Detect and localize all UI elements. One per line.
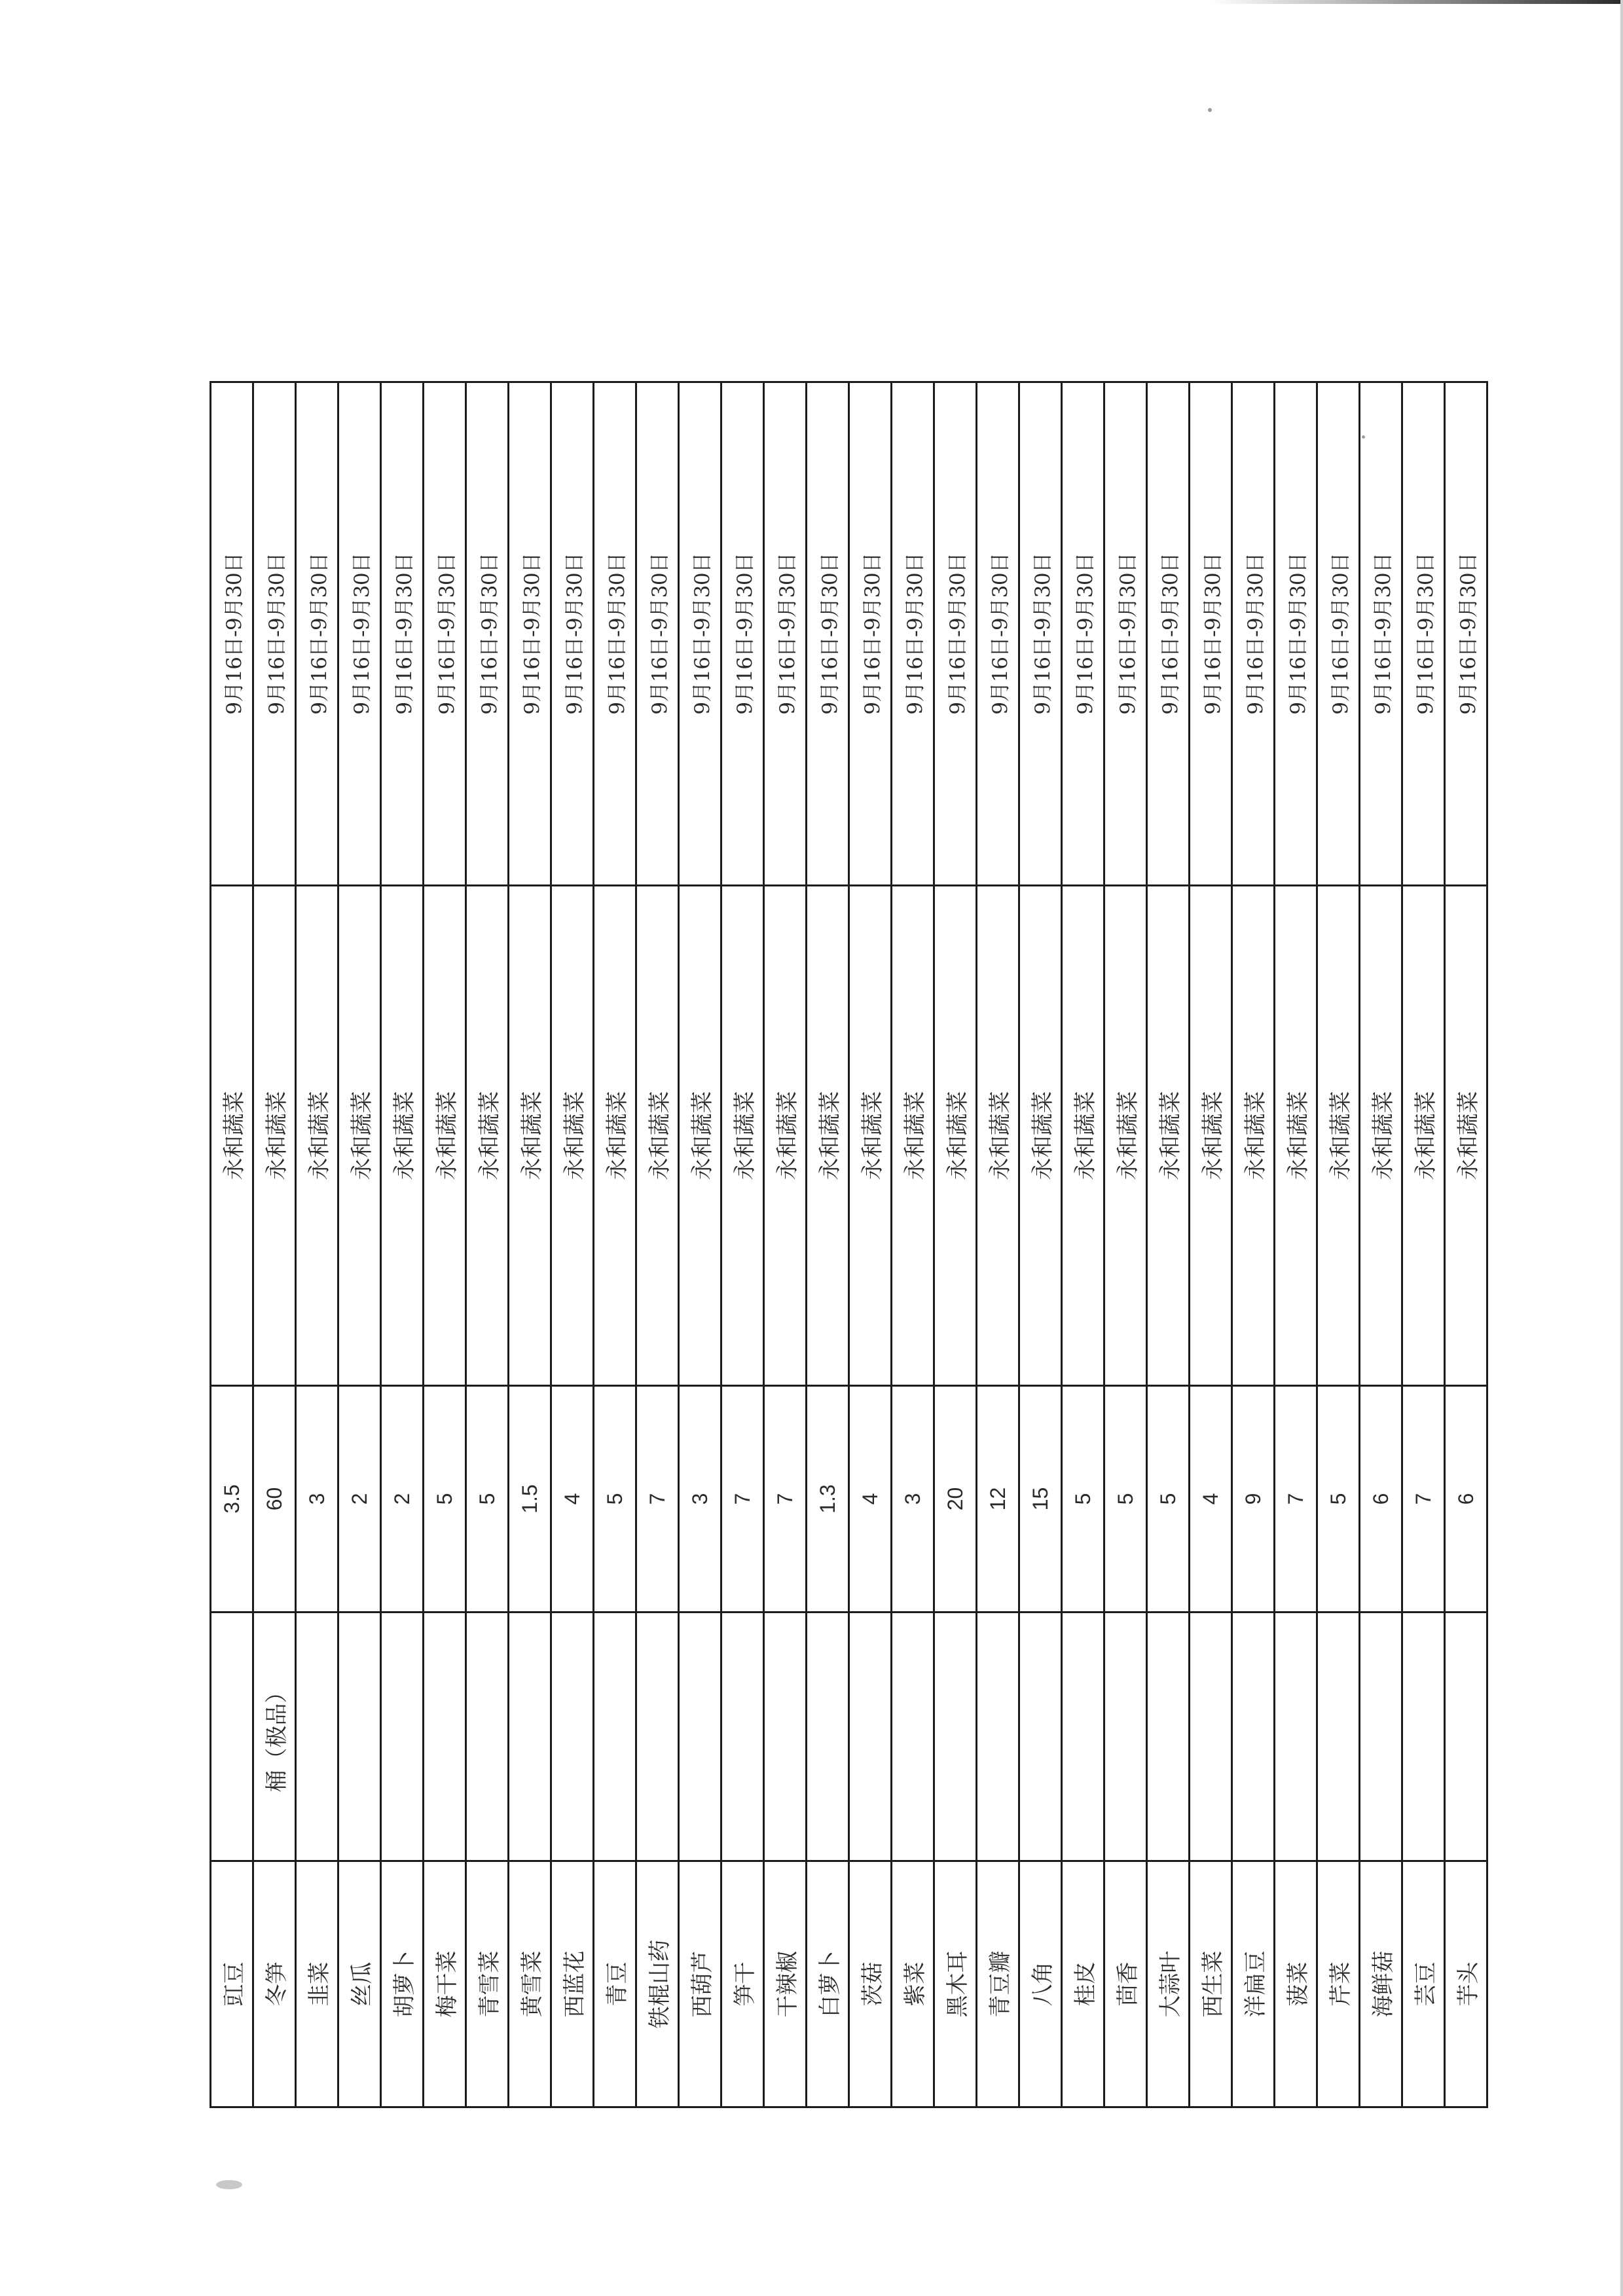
item-spec-cell [509,1613,551,1861]
item-period-cell: 9月16日-9月30日 [594,382,636,886]
item-price-cell: 3 [679,1386,721,1613]
item-name-cell: 大蒜叶 [1147,1861,1190,2107]
item-period-cell: 9月16日-9月30日 [892,382,934,886]
item-price-cell: 12 [977,1386,1019,1613]
item-spec-cell [849,1613,892,1861]
item-spec-cell [807,1613,849,1861]
table-row [1402,382,1445,2107]
item-price-cell: 5 [1062,1386,1104,1613]
item-period-cell: 9月16日-9月30日 [679,382,721,886]
item-price-cell: 7 [721,1386,764,1613]
item-name-cell: 白萝卜 [807,1861,849,2107]
item-supplier-cell: 永和蔬菜 [338,886,381,1386]
item-price-cell: 4 [551,1386,594,1613]
item-period-cell: 9月16日-9月30日 [1402,382,1445,886]
item-price-cell: 1.5 [509,1386,551,1613]
item-spec-cell [1402,1613,1445,1861]
item-supplier-cell: 永和蔬菜 [849,886,892,1386]
price-table-page [210,383,1482,2108]
item-supplier-cell: 永和蔬菜 [1147,886,1190,1386]
table-row [1190,382,1232,2107]
item-period-cell: 9月16日-9月30日 [1445,382,1487,886]
table-row [211,382,253,2107]
item-period-cell: 9月16日-9月30日 [509,382,551,886]
item-spec-cell [764,1613,807,1861]
item-name-cell: 洋扁豆 [1232,1861,1275,2107]
item-name-cell: 西生菜 [1190,1861,1232,2107]
item-period-cell: 9月16日-9月30日 [977,382,1019,886]
item-period-cell: 9月16日-9月30日 [381,382,424,886]
item-name-cell: 八角 [1019,1861,1062,2107]
item-price-cell: 1.3 [807,1386,849,1613]
item-spec-cell [1232,1613,1275,1861]
item-name-cell: 青雪菜 [466,1861,509,2107]
item-period-cell: 9月16日-9月30日 [764,382,807,886]
item-period-cell: 9月16日-9月30日 [1019,382,1062,886]
item-period-cell: 9月16日-9月30日 [1232,382,1275,886]
item-supplier-cell: 永和蔬菜 [253,886,296,1386]
item-spec-cell [551,1613,594,1861]
item-price-cell: 7 [1275,1386,1317,1613]
item-price-cell: 6 [1360,1386,1402,1613]
table-row [1104,382,1147,2107]
item-name-cell: 桂皮 [1062,1861,1104,2107]
table-row [1019,382,1062,2107]
item-period-cell: 9月16日-9月30日 [1317,382,1360,886]
item-supplier-cell: 永和蔬菜 [1232,886,1275,1386]
item-supplier-cell: 永和蔬菜 [1445,886,1487,1386]
item-name-cell: 芋头 [1445,1861,1487,2107]
table-row [466,382,509,2107]
item-supplier-cell: 永和蔬菜 [1190,886,1232,1386]
item-price-cell: 9 [1232,1386,1275,1613]
item-spec-cell [679,1613,721,1861]
item-period-cell: 9月16日-9月30日 [338,382,381,886]
item-price-cell: 5 [466,1386,509,1613]
table-row [892,382,934,2107]
item-period-cell: 9月16日-9月30日 [636,382,679,886]
item-period-cell: 9月16日-9月30日 [1190,382,1232,886]
item-name-cell: 铁棍山药 [636,1861,679,2107]
item-spec-cell [1147,1613,1190,1861]
item-supplier-cell: 永和蔬菜 [1360,886,1402,1386]
table-row [721,382,764,2107]
item-name-cell: 青豆瓣 [977,1861,1019,2107]
item-price-cell: 15 [1019,1386,1062,1613]
table-row [296,382,338,2107]
item-supplier-cell: 永和蔬菜 [1317,886,1360,1386]
table-row [679,382,721,2107]
item-supplier-cell: 永和蔬菜 [594,886,636,1386]
item-supplier-cell: 永和蔬菜 [1019,886,1062,1386]
item-name-cell: 冬笋 [253,1861,296,2107]
item-supplier-cell: 永和蔬菜 [721,886,764,1386]
item-name-cell: 笋干 [721,1861,764,2107]
table-row [594,382,636,2107]
item-spec-cell [296,1613,338,1861]
item-period-cell: 9月16日-9月30日 [551,382,594,886]
item-name-cell: 茴香 [1104,1861,1147,2107]
item-spec-cell [211,1613,253,1861]
item-spec-cell [594,1613,636,1861]
item-supplier-cell: 永和蔬菜 [1062,886,1104,1386]
item-name-cell: 韭菜 [296,1861,338,2107]
item-spec-cell [1317,1613,1360,1861]
table-row [977,382,1019,2107]
item-spec-cell [977,1613,1019,1861]
table-row [424,382,466,2107]
item-spec-cell [338,1613,381,1861]
item-name-cell: 干辣椒 [764,1861,807,2107]
price-table-body [211,382,1487,2107]
item-name-cell: 黄雪菜 [509,1861,551,2107]
table-row [807,382,849,2107]
item-spec-cell [1104,1613,1147,1861]
item-period-cell: 9月16日-9月30日 [466,382,509,886]
item-spec-cell [1275,1613,1317,1861]
item-name-cell: 黑木耳 [934,1861,977,2107]
item-period-cell: 9月16日-9月30日 [253,382,296,886]
item-supplier-cell: 永和蔬菜 [892,886,934,1386]
item-period-cell: 9月16日-9月30日 [1104,382,1147,886]
item-spec-cell [424,1613,466,1861]
item-price-cell: 7 [636,1386,679,1613]
item-name-cell: 梅干菜 [424,1861,466,2107]
item-supplier-cell: 永和蔬菜 [807,886,849,1386]
item-supplier-cell: 永和蔬菜 [1104,886,1147,1386]
item-supplier-cell: 永和蔬菜 [211,886,253,1386]
item-supplier-cell: 永和蔬菜 [296,886,338,1386]
item-period-cell: 9月16日-9月30日 [934,382,977,886]
table-row [1360,382,1402,2107]
item-name-cell: 芸豆 [1402,1861,1445,2107]
table-row [509,382,551,2107]
item-name-cell: 菠菜 [1275,1861,1317,2107]
table-row [381,382,424,2107]
item-price-cell: 3 [892,1386,934,1613]
item-supplier-cell: 永和蔬菜 [934,886,977,1386]
item-period-cell: 9月16日-9月30日 [807,382,849,886]
item-spec-cell [1019,1613,1062,1861]
item-name-cell: 丝瓜 [338,1861,381,2107]
item-price-cell: 3.5 [211,1386,253,1613]
item-supplier-cell: 永和蔬菜 [551,886,594,1386]
item-supplier-cell: 永和蔬菜 [679,886,721,1386]
item-price-cell: 2 [338,1386,381,1613]
item-price-cell: 5 [594,1386,636,1613]
table-row [1147,382,1190,2107]
item-name-cell: 紫菜 [892,1861,934,2107]
item-supplier-cell: 永和蔬菜 [381,886,424,1386]
item-price-cell: 6 [1445,1386,1487,1613]
table-row [636,382,679,2107]
table-row [551,382,594,2107]
table-row [1445,382,1487,2107]
item-price-cell: 20 [934,1386,977,1613]
scan-speck [1208,108,1212,112]
scan-edge-right [1620,0,1623,2296]
item-supplier-cell: 永和蔬菜 [509,886,551,1386]
item-name-cell: 西葫芦 [679,1861,721,2107]
rotated-table-container [210,383,1482,2108]
item-name-cell: 西蓝花 [551,1861,594,2107]
item-spec-cell [466,1613,509,1861]
item-period-cell: 9月16日-9月30日 [424,382,466,886]
item-spec-cell [1062,1613,1104,1861]
item-price-cell: 7 [1402,1386,1445,1613]
item-price-cell: 4 [1190,1386,1232,1613]
table-row [764,382,807,2107]
item-period-cell: 9月16日-9月30日 [1147,382,1190,886]
item-spec-cell [381,1613,424,1861]
item-spec-cell: 桶（极品） [253,1613,296,1861]
item-name-cell: 胡萝卜 [381,1861,424,2107]
item-price-cell: 5 [1104,1386,1147,1613]
item-spec-cell [721,1613,764,1861]
item-spec-cell [892,1613,934,1861]
item-price-cell: 2 [381,1386,424,1613]
item-name-cell: 茨菇 [849,1861,892,2107]
price-table [210,381,1488,2108]
item-spec-cell [1445,1613,1487,1861]
item-name-cell: 青豆 [594,1861,636,2107]
item-supplier-cell: 永和蔬菜 [1275,886,1317,1386]
table-row [338,382,381,2107]
item-period-cell: 9月16日-9月30日 [1275,382,1317,886]
table-row [1062,382,1104,2107]
item-spec-cell [934,1613,977,1861]
item-period-cell: 9月16日-9月30日 [1360,382,1402,886]
table-row [253,382,296,2107]
scan-edge-top [1211,0,1623,4]
table-row [1275,382,1317,2107]
item-name-cell: 海鲜菇 [1360,1861,1402,2107]
table-row [849,382,892,2107]
item-period-cell: 9月16日-9月30日 [211,382,253,886]
item-period-cell: 9月16日-9月30日 [1062,382,1104,886]
item-name-cell: 芹菜 [1317,1861,1360,2107]
item-price-cell: 5 [424,1386,466,1613]
item-period-cell: 9月16日-9月30日 [849,382,892,886]
item-supplier-cell: 永和蔬菜 [424,886,466,1386]
item-supplier-cell: 永和蔬菜 [636,886,679,1386]
table-row [1317,382,1360,2107]
item-price-cell: 60 [253,1386,296,1613]
scan-speck [216,2180,242,2189]
item-supplier-cell: 永和蔬菜 [1402,886,1445,1386]
item-period-cell: 9月16日-9月30日 [296,382,338,886]
item-spec-cell [1360,1613,1402,1861]
item-name-cell: 豇豆 [211,1861,253,2107]
table-row [1232,382,1275,2107]
item-price-cell: 7 [764,1386,807,1613]
item-price-cell: 4 [849,1386,892,1613]
item-price-cell: 3 [296,1386,338,1613]
item-supplier-cell: 永和蔬菜 [977,886,1019,1386]
table-row [934,382,977,2107]
item-price-cell: 5 [1317,1386,1360,1613]
item-spec-cell [636,1613,679,1861]
item-period-cell: 9月16日-9月30日 [721,382,764,886]
item-price-cell: 5 [1147,1386,1190,1613]
item-spec-cell [1190,1613,1232,1861]
item-supplier-cell: 永和蔬菜 [466,886,509,1386]
item-supplier-cell: 永和蔬菜 [764,886,807,1386]
